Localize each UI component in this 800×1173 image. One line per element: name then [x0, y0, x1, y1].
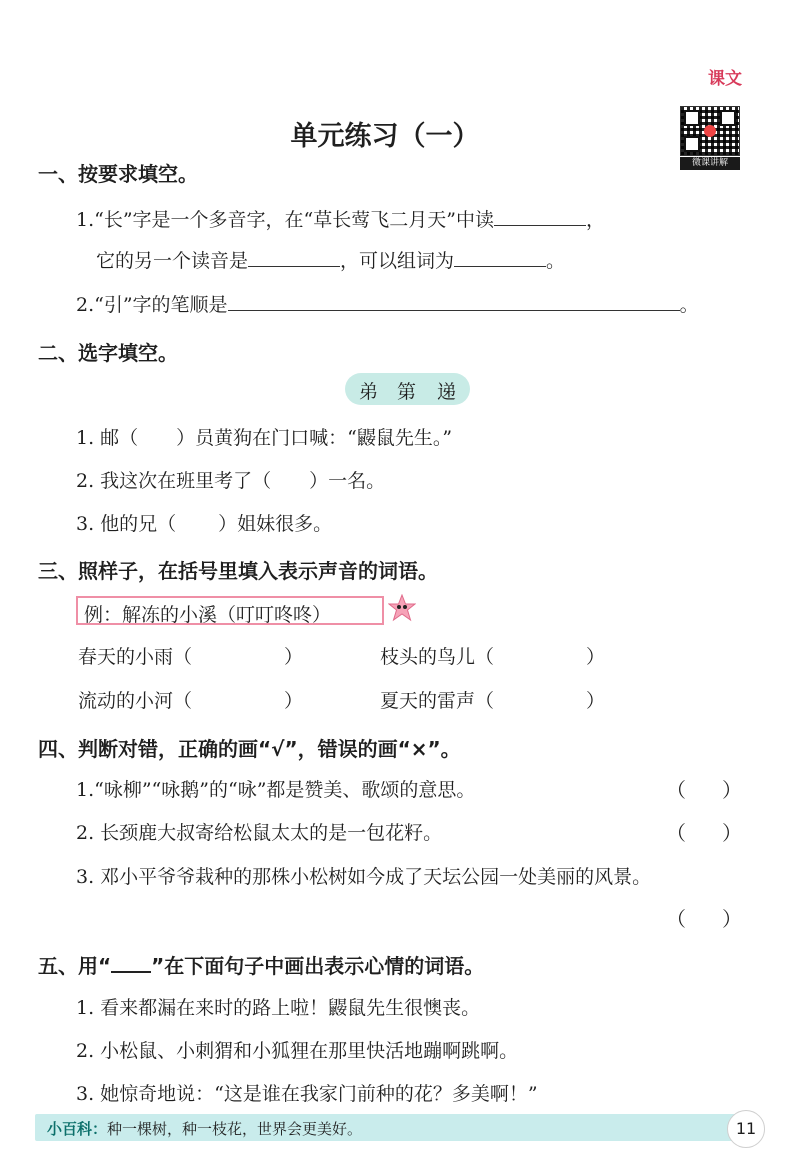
- option-word: 递: [437, 381, 457, 403]
- judge-paren-open[interactable]: （: [666, 821, 686, 845]
- footer-bar: [35, 1114, 755, 1141]
- s5-heading-text: 五、用“: [38, 954, 112, 978]
- punct: 。: [679, 294, 699, 316]
- s3-item-3: [78, 686, 303, 713]
- section-3-heading: 三、照样子，在括号里填入表示声音的词语。: [38, 559, 438, 583]
- footer-label: 小百科：: [47, 1120, 108, 1138]
- s1-q1b-text: 它的另一个读音是: [96, 250, 249, 272]
- judge-paren-close: ）: [722, 778, 742, 802]
- s2-q1-text2: ）员黄狗在门口喊：“鼹鼠先生。”: [176, 427, 453, 449]
- judge-paren-close: ）: [722, 907, 742, 931]
- judge-paren-open[interactable]: （: [666, 907, 686, 931]
- page-title: 单元练习（一）: [290, 121, 480, 152]
- judge-paren-open[interactable]: （: [666, 778, 686, 802]
- s1-question-1a: [76, 205, 605, 232]
- answer-blank[interactable]: [228, 291, 680, 311]
- paren-close: ）: [284, 690, 304, 712]
- section-5-heading: [38, 950, 484, 979]
- section-4-heading: 四、判断对错，正确的画“√”，错误的画“×”。: [38, 737, 461, 761]
- option-word: 弟: [359, 381, 379, 403]
- answer-blank[interactable]: [494, 206, 586, 226]
- s4-question-3: 3. 邓小平爷爷栽种的那株小松树如今成了天坛公园一处美丽的风景。: [76, 866, 652, 888]
- s3-item-text: 枝头的鸟儿（: [380, 646, 495, 668]
- s5-question-1[interactable]: 1. 看来都漏在来时的路上啦！鼹鼠先生很懊丧。: [76, 997, 481, 1019]
- s2-q3-text2: ）姐妹很多。: [218, 513, 333, 535]
- s4-question-2: 2. 长颈鹿大叔寄给松鼠太太的是一包花籽。: [76, 822, 443, 844]
- s3-item-text: 春天的小雨（: [78, 646, 193, 668]
- s5-heading-text2: ”在下面句子中画出表示心情的词语。: [151, 954, 485, 978]
- paren-close: ）: [586, 690, 606, 712]
- s2-q2-text2: ）一名。: [309, 470, 386, 492]
- option-word: 第: [397, 381, 417, 403]
- s1-question-2: [76, 290, 699, 317]
- punct: ，: [585, 209, 605, 231]
- paren-close: ）: [586, 646, 606, 668]
- s1-q2-text: 2.“引”字的笔顺是: [76, 294, 228, 316]
- section-tag: 课文: [708, 69, 742, 89]
- s3-item-4: [380, 686, 605, 713]
- s2-q1-text: 1. 邮（: [76, 427, 139, 449]
- example-text: 例：解冻的小溪（叮叮咚咚）: [84, 604, 332, 626]
- s2-question-2: [76, 466, 385, 493]
- section-1-heading: 一、按要求填空。: [38, 162, 198, 186]
- underline-sample: [111, 951, 151, 973]
- star-mascot-icon: [388, 594, 416, 622]
- s5-question-2[interactable]: 2. 小松鼠、小刺猬和小狐狸在那里快活地蹦啊跳啊。: [76, 1040, 519, 1062]
- footer-text: [47, 1118, 362, 1139]
- s2-question-3: [76, 509, 332, 536]
- qr-caption: 微课讲解: [680, 157, 740, 170]
- answer-blank[interactable]: [454, 247, 546, 267]
- paren-close: ）: [284, 646, 304, 668]
- punct: 。: [546, 250, 566, 272]
- s1-q1b-text2: ，可以组词为: [340, 250, 455, 272]
- judge-paren-close: ）: [722, 821, 742, 845]
- s2-q3-text: 3. 他的兄（: [76, 513, 177, 535]
- s3-item-2: [380, 642, 605, 669]
- s1-q1-text: 1.“长”字是一个多音字，在“草长莺飞二月天”中读: [76, 209, 494, 231]
- s2-question-1: [76, 423, 452, 450]
- word-options: [345, 373, 470, 405]
- s1-question-1b: [96, 246, 565, 273]
- answer-blank[interactable]: [248, 247, 340, 267]
- page-number: 11: [727, 1110, 765, 1148]
- footer-tip: 种一棵树，种一枝花，世界会更美好。: [107, 1120, 363, 1138]
- section-2-heading: 二、选字填空。: [38, 341, 178, 365]
- s3-item-text: 夏天的雷声（: [380, 690, 495, 712]
- example-box: [76, 596, 384, 625]
- s5-question-3[interactable]: 3. 她惊奇地说：“这是谁在我家门前种的花？多美啊！”: [76, 1083, 538, 1105]
- s2-q2-text: 2. 我这次在班里考了（: [76, 470, 272, 492]
- s3-item-text: 流动的小河（: [78, 690, 193, 712]
- s4-question-1: 1.“咏柳”“咏鹅”的“咏”都是赞美、歌颂的意思。: [76, 779, 476, 801]
- s3-item-1: [78, 642, 303, 669]
